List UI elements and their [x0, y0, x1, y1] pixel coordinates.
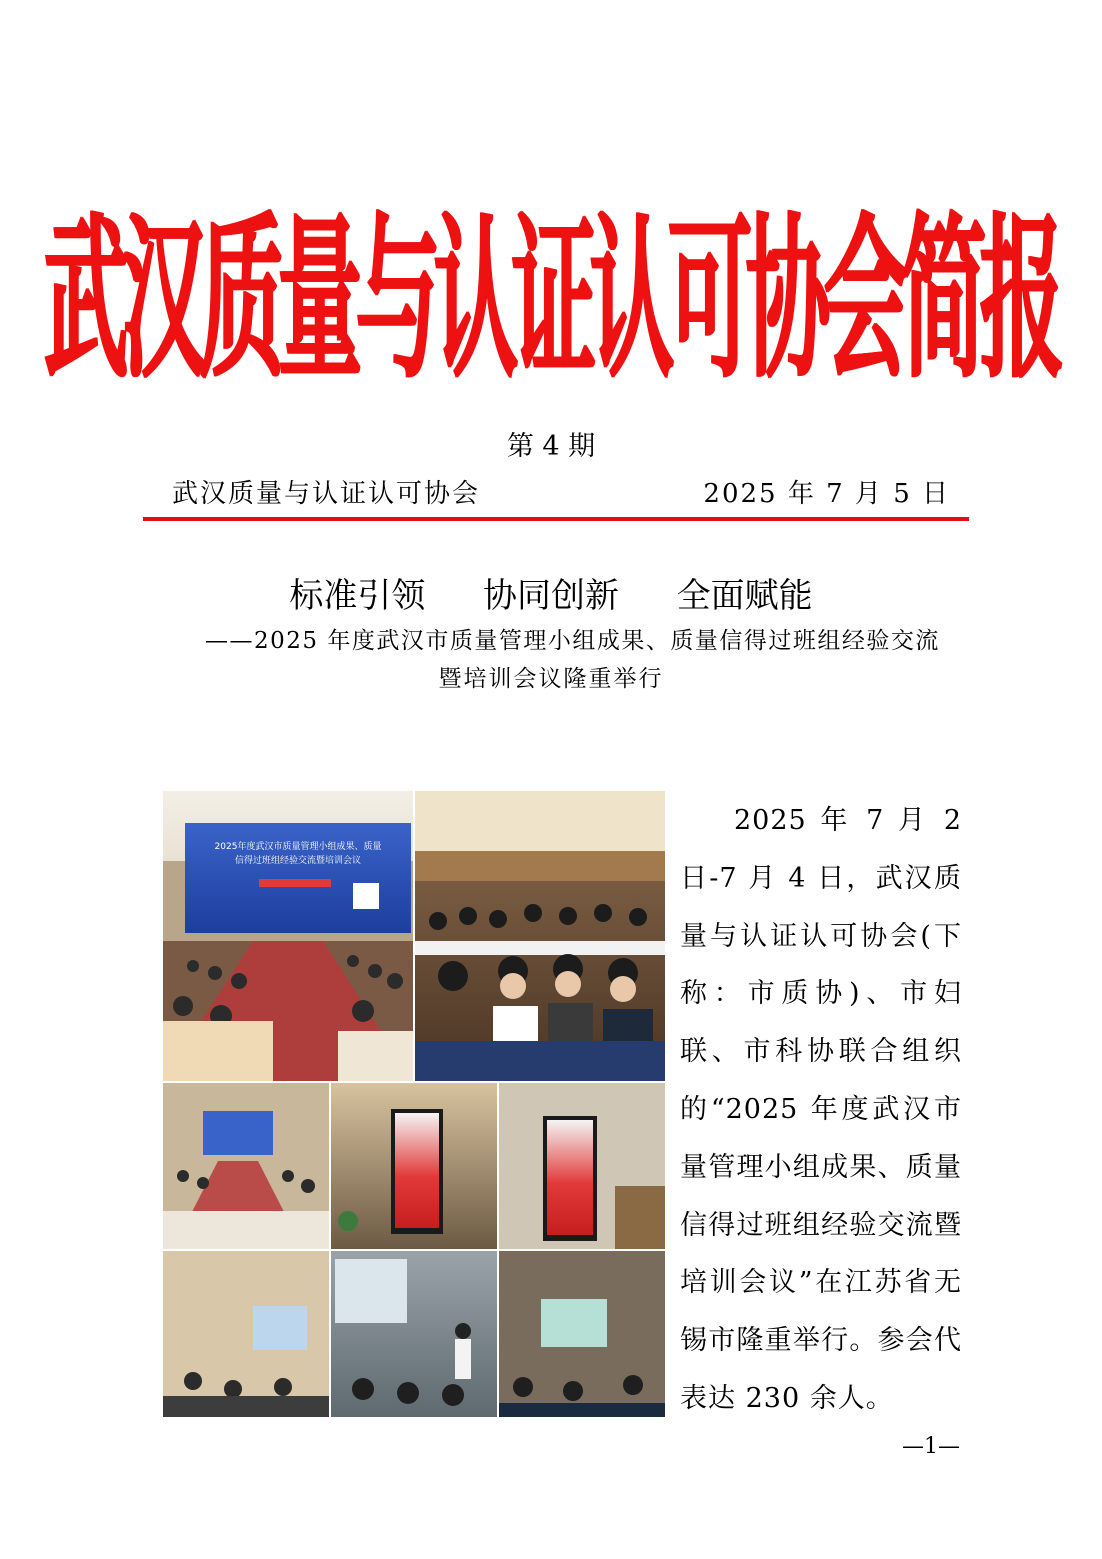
article-headline: 标准引领 协同创新 全面赋能	[289, 576, 813, 616]
photo-training-room-2	[331, 1251, 497, 1417]
page-number: —1—	[902, 1434, 960, 1459]
header-divider	[143, 517, 969, 521]
publish-date: 2025 年 7 月 5 日	[703, 479, 950, 509]
photo-training-room-3	[499, 1251, 665, 1417]
article-subtitle-line2: 暨培训会议隆重举行	[438, 666, 664, 692]
issue-number: 第 4 期	[506, 431, 596, 462]
masthead-title: 武汉质量与认证认可协会简报	[44, 195, 1059, 402]
article-body: 2025 年 7 月 2 日-7 月 4 日，武汉质量与认证认可协会(下称：市质协)、市妇联、市科协联合组织的“2025 年度武汉市量管理小组成果、质量信得过班组经验交流暨培训会议”在江苏省无锡市隆重举行。参会代表达 230 余人。	[680, 805, 962, 1414]
photo-kiosk-right	[499, 1083, 665, 1249]
article-subtitle-line1: ——2025 年度武汉市质量管理小组成果、质量信得过班组经验交流	[205, 628, 940, 654]
screen-title-line1: 2025年度武汉市质量管理小组成果、质量	[214, 842, 382, 852]
screen-title-line2: 信得过班组经验交流暨培训会议	[234, 856, 362, 866]
photo-kiosk-left	[331, 1083, 497, 1249]
photo-training-room-1	[163, 1251, 329, 1417]
meeting-photo-collage	[163, 791, 665, 1417]
photo-audience	[415, 791, 665, 1081]
photo-side-hall	[163, 1083, 329, 1249]
photo-main-hall	[163, 791, 413, 1081]
publisher-name: 武汉质量与认证认可协会	[172, 479, 481, 509]
